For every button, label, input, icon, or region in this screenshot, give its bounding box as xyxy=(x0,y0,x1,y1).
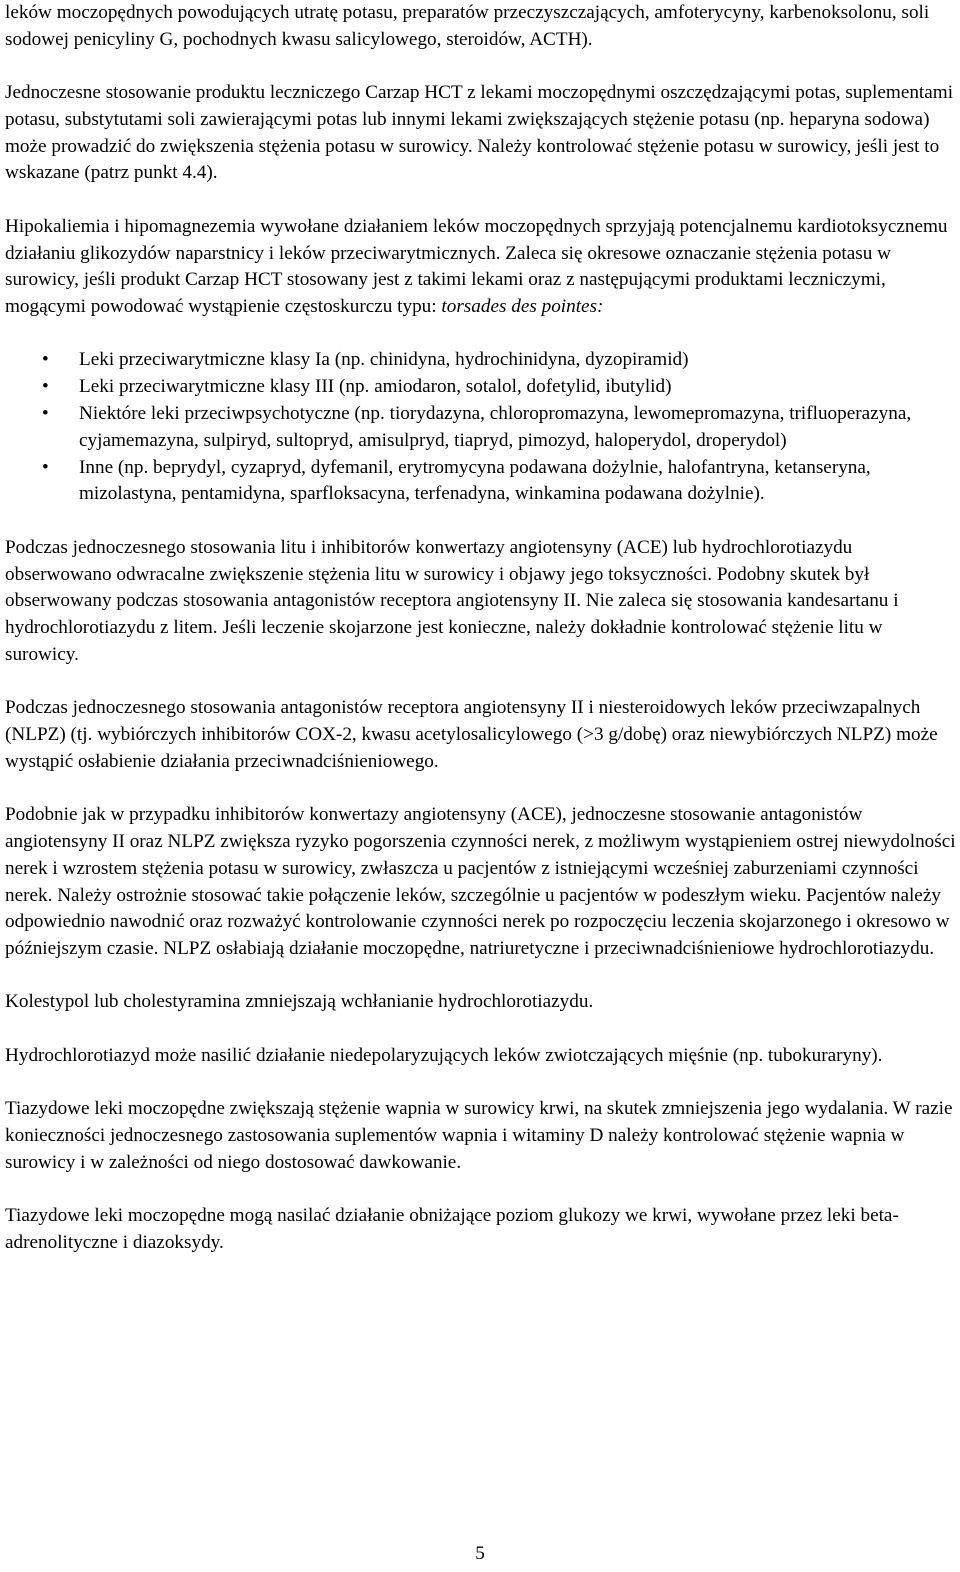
list-item-text: Leki przeciwarytmiczne klasy III (np. amiodaron, sotalol, dofetylid, ibutylid) xyxy=(79,376,672,398)
list-item-text: Leki przeciwarytmiczne klasy Ia (np. chinidyna, hydrochinidyna, dyzopiramid) xyxy=(79,349,689,371)
page-number: 5 xyxy=(475,1543,485,1564)
paragraph-nsaid-renal: Podobnie jak w przypadku inhibitorów konwertazy angiotensyny (ACE), jednoczesne stosowanie antagonistów angiotensyny II oraz NLPZ zwiększa ryzyko pogorszenia czynności nerek, z możliwym wystąpieniem ostrej niewydolności nerek i wzrostem stężenia potasu w surowicy, zwłaszcza u pacjentów z istniejącymi wcześniej zaburzeniami czynności nerek. Należy ostrożnie stosować takie połączenie leków, szczególnie u pacjentów w podeszłym wieku. Pacjentów należy odpowiednio nawodnić oraz rozważyć kontrolowanie czynności nerek po rozpoczęciu leczenia skojarzonego i okresowo w późniejszym czasie. NLPZ osłabiają działanie moczopędne, natriuretyczne i przeciwnadciśnieniowe hydrochlorotiazydu. xyxy=(5,804,956,960)
paragraph-calcium: Tiazydowe leki moczopędne zwiększają stężenie wapnia w surowicy krwi, na skutek zmniejszenia jego wydalania. W razie konieczności jednoczesnego zastosowania suplementów wapnia i witaminy D należy kontrolować stężenie wapnia w surowicy i w zależności od niego dostosować dawkowanie. xyxy=(5,1098,953,1173)
list-item xyxy=(5,347,957,374)
torsades-term: torsades des pointes: xyxy=(441,296,604,318)
list-item-text: Inne (np. beprydyl, cyzapryd, dyfemanil, erytromycyna podawana dożylnie, halofantryna, ketanseryna, mizolastyna, pentamidyna, sparfloksacyna, terfenadyna, winkamina podawana dożylnie). xyxy=(79,456,871,505)
bullet-icon: • xyxy=(42,456,49,478)
paragraph-colestipol: Kolestypol lub cholestyramina zmniejszają wchłanianie hydrochlorotiazydu. xyxy=(5,991,594,1013)
list-item-text: Niektóre leki przeciwpsychotyczne (np. tiorydazyna, chloropromazyna, lewomepromazyna, trifluoperazyna, cyjamemazyna, sulpiryd, sultopryd, amisulpryd, tiapryd, pimozyd, haloperydol, droperydol) xyxy=(79,403,912,451)
list-item xyxy=(5,455,957,509)
list-item xyxy=(5,401,957,455)
drug-class-list xyxy=(5,347,957,508)
bullet-icon: • xyxy=(42,349,49,371)
paragraph-glucose: Tiazydowe leki moczopędne mogą nasilać działanie obniżające poziom glukozy we krwi, wywołane przez leki beta-adrenolityczne i diazoksydy. xyxy=(5,1204,899,1253)
bullet-icon: • xyxy=(42,376,49,398)
paragraph-lithium: Podczas jednoczesnego stosowania litu i inhibitorów konwertazy angiotensyny (ACE) lub hydrochlorotiazydu obserwowano odwracalne zwiększenie stężenia litu w surowicy i objawy jego toksyczności. Podobny skutek był obserwowany podczas stosowania antagonistów receptora angiotensyny II. Nie zaleca się stosowania kandesartanu i hydrochlorotiazydu z litem. Jeśli leczenie skojarzone jest konieczne, należy dokładnie kontrolować stężenie litu w surowicy. xyxy=(5,536,899,665)
paragraph-nsaid-antihypertensive: Podczas jednoczesnego stosowania antagonistów receptora angiotensyny II i niesteroidowych leków przeciwzapalnych (NLPZ) (tj. wybiórczych inhibitorów COX-2, kwasu acetylosalicylowego (>3 g/dobę) oraz niewybiórczych NLPZ) może wystąpić osłabienie działania przeciwnadciśnieniowego. xyxy=(5,697,938,772)
paragraph-potassium-sparing: Jednoczesne stosowanie produktu leczniczego Carzap HCT z lekami moczopędnymi oszczędzającymi potas, suplementami potasu, substytutami soli zawierającymi potas lub innymi lekami zwiększających stężenie potasu (np. heparyna sodowa) może prowadzić do zwiększenia stężenia potasu w surowicy. Należy kontrolować stężenie potasu w surowicy, jeśli jest to wskazane (patrz punkt 4.4). xyxy=(5,82,954,184)
paragraph-hypokalemia-text: Hipokaliemia i hipomagnezemia wywołane działaniem leków moczopędnych sprzyjają potencjalnemu kardiotoksycznemu działaniu glikozydów naparstnicy i leków przeciwarytmicznych. Zaleca się okresowe oznaczanie stężenia potasu w surowicy, jeśli produkt Carzap HCT stosowany jest z takimi lekami oraz z następującymi produktami leczniczymi, mogącymi powodować wystąpienie częstoskurczu typu: xyxy=(5,215,948,318)
paragraph-muscle-relaxants: Hydrochlorotiazyd może nasilić działanie niedepolaryzujących leków zwiotczających mięśnie (np. tubokuraryny). xyxy=(5,1044,883,1066)
document-page xyxy=(5,0,957,1283)
bullet-icon: • xyxy=(42,403,49,425)
paragraph-potassium-loss: leków moczopędnych powodujących utratę potasu, preparatów przeczyszczających, amfoterycyny, karbenoksolonu, soli sodowej penicyliny G, pochodnych kwasu salicylowego, steroidów, ACTH). xyxy=(5,2,930,50)
list-item xyxy=(5,374,957,401)
paragraph-hypokalemia xyxy=(5,214,957,321)
